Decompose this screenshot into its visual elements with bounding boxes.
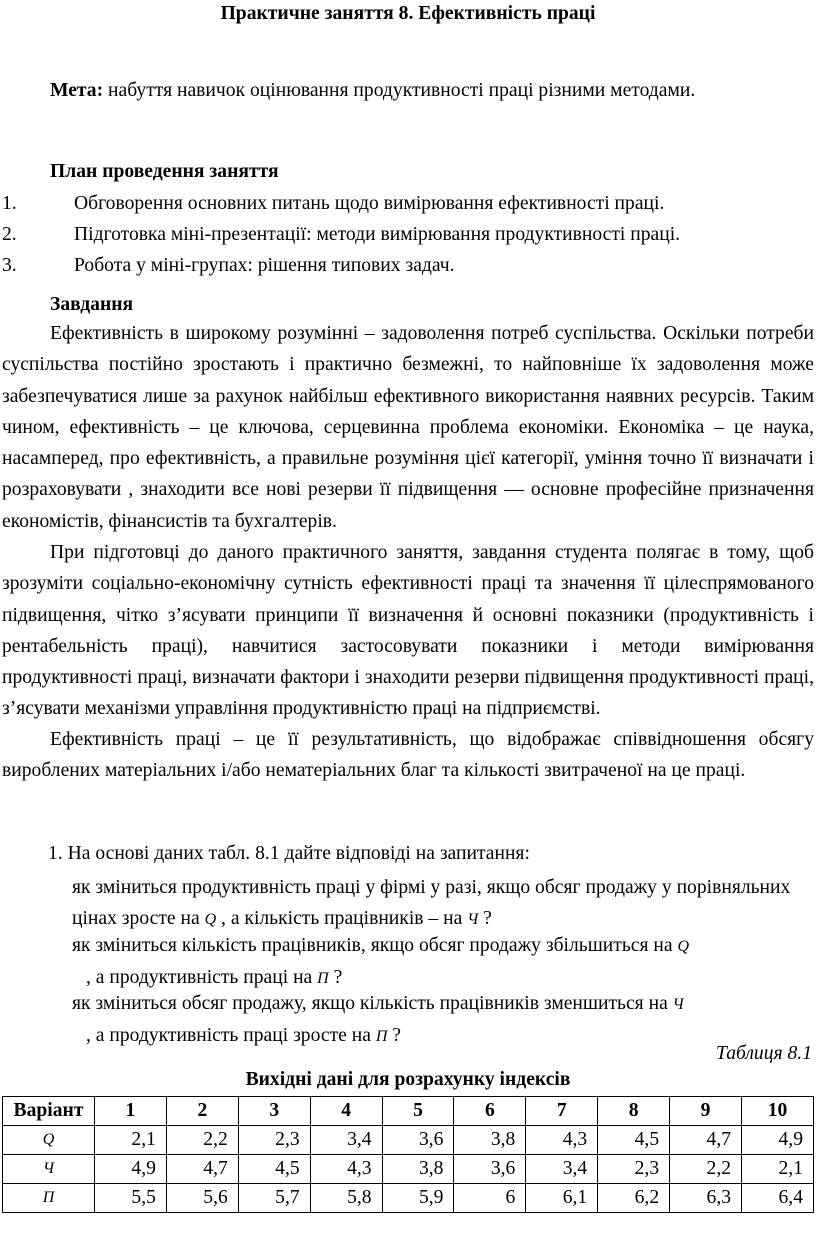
plan-item-number: 3. [2, 255, 17, 276]
table-row [3, 1126, 814, 1155]
question-item [72, 872, 814, 935]
table-cell: 4,9 [95, 1155, 167, 1184]
table-header-cell: 2 [166, 1097, 238, 1126]
table-cell: 4,5 [598, 1126, 670, 1155]
variable-symbol: Ч [672, 996, 684, 1013]
question-text: , а продуктивність праці на [86, 967, 318, 988]
table-cell: 6 [454, 1184, 526, 1213]
table-cell: 2,3 [598, 1155, 670, 1184]
goal-label: Мета: [50, 80, 104, 101]
task-paragraph: Ефективність в широкому розумінні – задоволення потреб суспільства. Оскільки потреби суспільства постійно зростають і практично безмежні, то найповніше їх задоволення може забезпечуватися лише за рахунок найбільш ефективного використання наявних ресурсів. Таким чином, ефективність – це ключова, серцевинна проблема економіки. Економіка – це наука, насамперед, про ефективність, а правильне розуміння цієї категорії, уміння точно її визначати і розраховувати , знаходити все нові резерви її підвищення — основне професійне призначення економістів, фінансистів та бухгалтерів. [2, 323, 814, 532]
question-text: , а кількість працівників – на [216, 908, 468, 929]
table-cell: 4,3 [526, 1126, 598, 1155]
table-cell: 4,9 [742, 1126, 814, 1155]
table-cell: 2,1 [742, 1155, 814, 1184]
table-header-cell: 3 [238, 1097, 310, 1126]
table-cell: 3,4 [310, 1126, 382, 1155]
question-text: як зміниться кількість працівників, якщо обсяг продажу збільшиться на [72, 935, 678, 956]
questions-intro: 1. На основі даних табл. 8.1 дайте відповіді на запитання: [48, 843, 530, 864]
question-item [72, 930, 814, 994]
table-cell: 4,7 [166, 1155, 238, 1184]
plan-list [2, 188, 814, 281]
table-cell: 4,5 [238, 1155, 310, 1184]
plan-item-text: Підготовка міні-презентації: методи вимірювання продуктивності праці. [74, 224, 681, 245]
table-cell: 5,8 [310, 1184, 382, 1213]
table-cell: 5,9 [382, 1184, 454, 1213]
table-cell: 6,3 [670, 1184, 742, 1213]
table-cell: 2,3 [238, 1126, 310, 1155]
question-text: , а продуктивність праці зросте на [86, 1025, 376, 1046]
data-table [2, 1096, 814, 1213]
table-header-cell: 7 [526, 1097, 598, 1126]
variable-symbol: П [317, 970, 329, 987]
table-header-cell: 1 [95, 1097, 167, 1126]
row-label: Ч [3, 1155, 95, 1184]
table-header-cell: 8 [598, 1097, 670, 1126]
table-cell: 4,7 [670, 1126, 742, 1155]
plan-item [2, 219, 814, 250]
table-cell: 4,3 [310, 1155, 382, 1184]
question-text: ? [328, 967, 343, 988]
table-cell: 3,4 [526, 1155, 598, 1184]
variable-symbol: Q [677, 938, 690, 955]
table-header-cell: 4 [310, 1097, 382, 1126]
table-header-cell: 6 [454, 1097, 526, 1126]
variable-symbol: Q [204, 911, 217, 928]
table-cell: 6,1 [526, 1184, 598, 1213]
task-paragraph: Ефективність праці – це її результативність, що відображає співвідношення обсягу вироблених матеріальних і/або нематеріальних благ та кількості звитраченої на це праці. [2, 729, 814, 782]
plan-item [2, 188, 814, 219]
table-cell: 2,2 [670, 1155, 742, 1184]
page-title: Практичне заняття 8. Ефективність праці [220, 3, 596, 24]
table-cell: 5,7 [238, 1184, 310, 1213]
table-header-cell: 10 [742, 1097, 814, 1126]
table-cell: 3,8 [454, 1126, 526, 1155]
plan-item-text: Обговорення основних питань щодо вимірювання ефективності праці. [74, 193, 665, 214]
plan-item-text: Робота у міні-групах: рішення типових задач. [74, 255, 455, 276]
table-cell: 2,1 [95, 1126, 167, 1155]
plan-item-number: 2. [2, 224, 17, 245]
goal-paragraph [2, 75, 814, 106]
table-cell: 6,4 [742, 1184, 814, 1213]
table-caption: Таблиця 8.1 [716, 1043, 812, 1064]
table-header-cell: 9 [670, 1097, 742, 1126]
table-cell: 6,2 [598, 1184, 670, 1213]
question-text: ? [478, 908, 492, 929]
table-cell: 3,8 [382, 1155, 454, 1184]
table-cell: 3,6 [454, 1155, 526, 1184]
task-heading: Завдання [50, 294, 134, 315]
question-item [72, 988, 814, 1052]
plan-item [2, 250, 814, 281]
question-text: ? [387, 1025, 401, 1046]
task-paragraph: При підготовці до даного практичного заняття, завдання студента полягає в тому, щоб зрозуміти соціально-економічну сутність ефективності праці та значення її цілеспрямованого підвищення, чітко з’ясувати принципи її визначення й основні показники (продуктивність і рентабельність праці), навчитися застосовувати показники і методи вимірювання продуктивності праці, визначати фактори і знаходити резерви підвищення продуктивності праці, з’ясувати механізми управління продуктивністю праці на підприємстві. [2, 542, 814, 720]
table-cell: 3,6 [382, 1126, 454, 1155]
table-header-cell: 5 [382, 1097, 454, 1126]
variable-symbol: Ч [467, 911, 479, 928]
table-title: Вихідні дані для розрахунку індексів [245, 1069, 571, 1090]
table-cell: 2,2 [166, 1126, 238, 1155]
goal-text: набуття навичок оцінювання продуктивності праці різними методами. [103, 80, 696, 101]
question-text: як зміниться обсяг продажу, якщо кількість працівників зменшиться на [72, 993, 673, 1014]
plan-item-number: 1. [2, 193, 17, 214]
question-text: як зміниться продуктивність праці у фірмі у разі, якщо обсяг продажу у порівняльних цінах зросте на [72, 877, 791, 929]
row-label: П [3, 1184, 95, 1213]
table-cell: 5,5 [95, 1184, 167, 1213]
plan-heading: План проведення заняття [50, 161, 279, 182]
variable-symbol: П [375, 1028, 388, 1045]
table-header-row [3, 1097, 814, 1126]
table-row [3, 1155, 814, 1184]
table-cell: 5,6 [166, 1184, 238, 1213]
row-label: Q [3, 1126, 95, 1155]
table-header-cell: Варіант [3, 1097, 95, 1126]
table-row [3, 1184, 814, 1213]
